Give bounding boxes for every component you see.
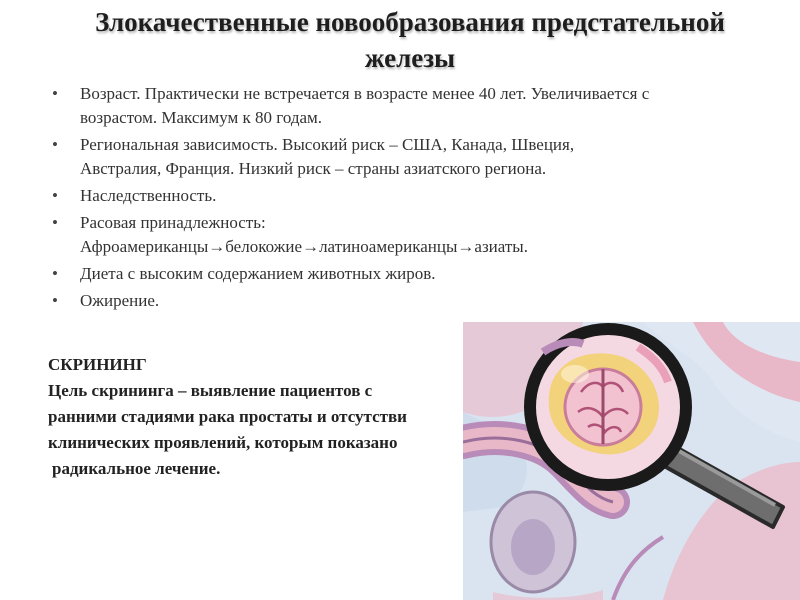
list-item-line-1: Региональная зависимость. Высокий риск – США, Канада, Швеция, bbox=[80, 135, 575, 154]
screening-line: Цель скрининга – выявление пациентов с bbox=[48, 381, 373, 400]
list-item bbox=[52, 211, 772, 259]
screening-line: радикальное лечение. bbox=[52, 459, 221, 478]
magnifier-prostate-anatomy-icon bbox=[463, 322, 800, 600]
risk-factors-list bbox=[52, 82, 772, 316]
list-item bbox=[52, 133, 772, 181]
screening-line: клинических проявлений, которым показано bbox=[48, 433, 398, 452]
list-item-line-1: Расовая принадлежность: bbox=[80, 213, 266, 232]
list-item-line-1: Ожирение. bbox=[80, 291, 160, 310]
list-item-line-2: возрастом. Максимум к 80 годам. bbox=[80, 108, 323, 127]
list-item bbox=[52, 184, 772, 208]
list-item bbox=[52, 82, 772, 130]
list-item bbox=[52, 262, 772, 286]
list-item-line-1: Диета с высоким содержанием животных жиров. bbox=[80, 264, 436, 283]
screening-section bbox=[48, 352, 478, 482]
title-line-1: Злокачественные новообразования предстательной bbox=[95, 7, 725, 37]
screening-heading: СКРИНИНГ bbox=[48, 355, 147, 374]
list-item-line-1: Возраст. Практически не встречается в возрасте менее 40 лет. Увеличивается с bbox=[80, 84, 650, 103]
list-item-line-2: Австралия, Франция. Низкий риск – страны азиатского региона. bbox=[80, 159, 547, 178]
screening-line: ранними стадиями рака простаты и отсутстви bbox=[48, 407, 407, 426]
list-item-line-1: Наследственность. bbox=[80, 186, 217, 205]
slide-title bbox=[30, 4, 790, 76]
list-item bbox=[52, 289, 772, 313]
list-item-line-2: Афроамериканцы→белокожие→латиноамериканцы→азиаты. bbox=[80, 237, 528, 256]
title-line-2: железы bbox=[364, 43, 456, 73]
